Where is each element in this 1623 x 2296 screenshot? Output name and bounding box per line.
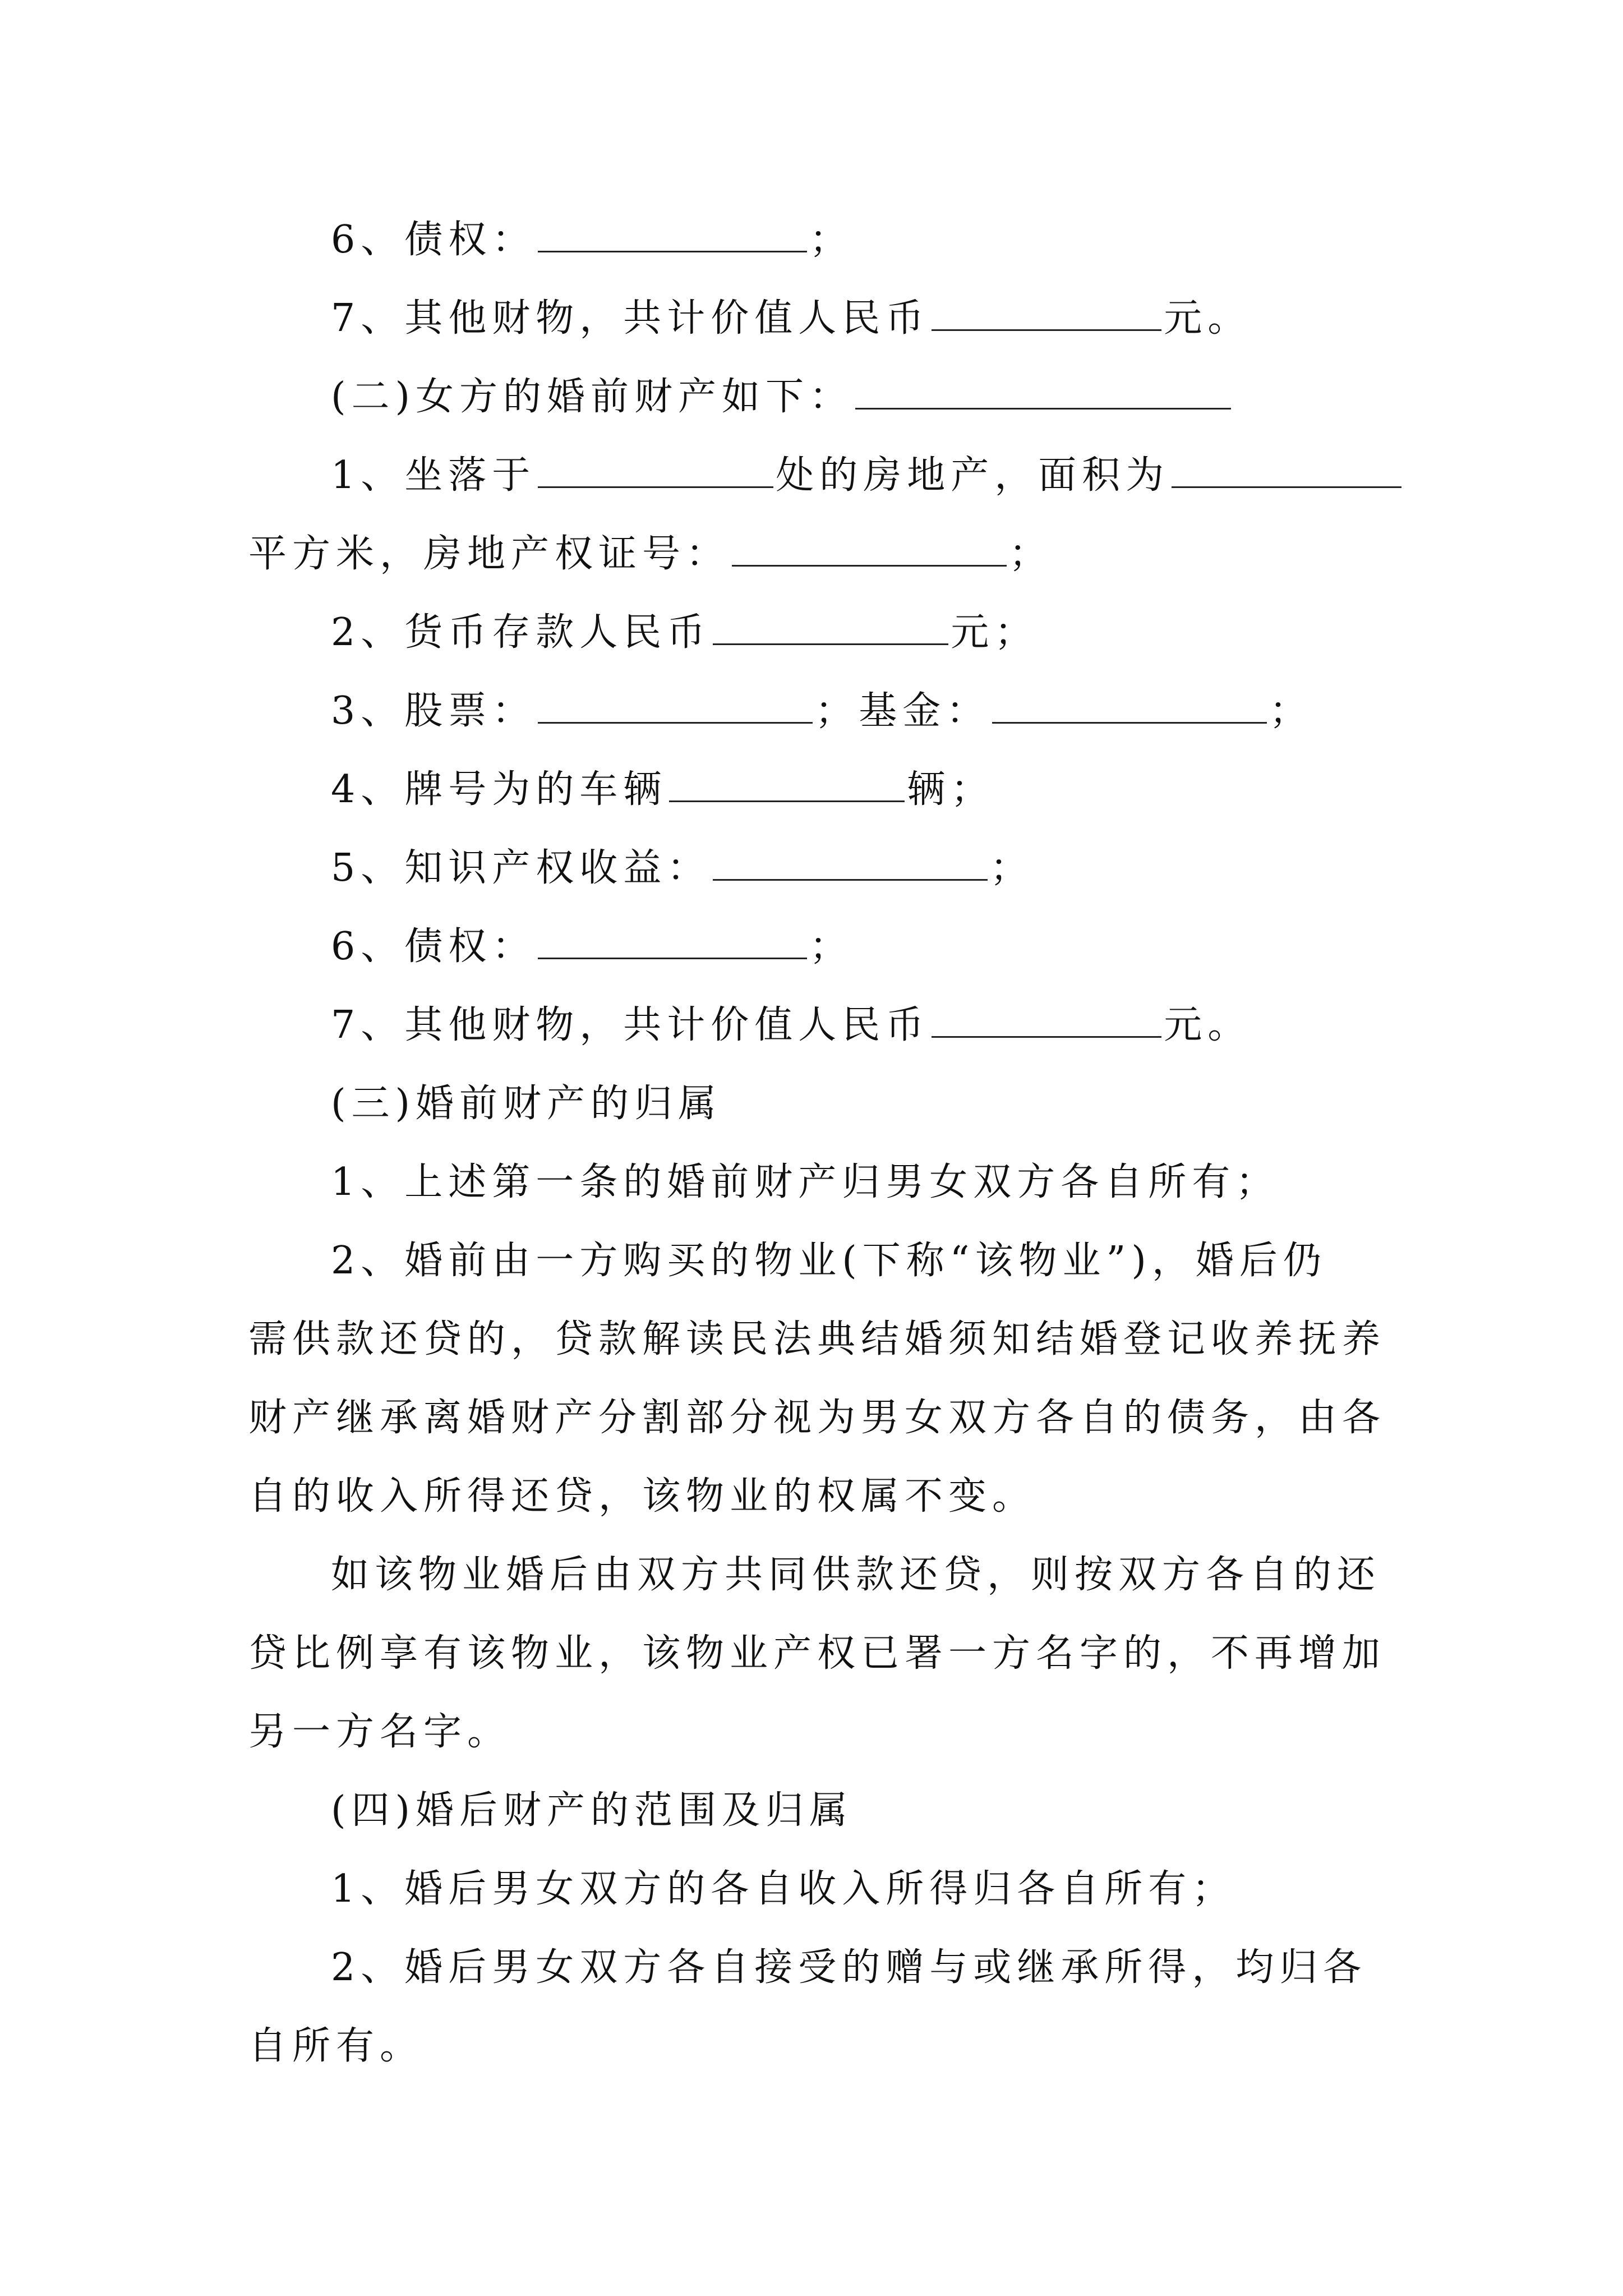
- fill-blank: [732, 531, 1007, 567]
- line-text: 自的收入所得还贷，该物业的权属不变。: [248, 1474, 1036, 1519]
- fill-blank: [669, 767, 905, 802]
- text-line: [331, 295, 1251, 343]
- text-line: [248, 1630, 1386, 1678]
- line-text: 7、其他财物，共计价值人民币: [331, 296, 930, 341]
- fill-blank: [932, 296, 1161, 331]
- line-text: ；: [809, 218, 854, 262]
- line-text: 元；: [951, 610, 1039, 655]
- fill-blank: [1172, 453, 1401, 488]
- text-line: [331, 1158, 1279, 1207]
- line-text: ；: [1269, 689, 1313, 733]
- line-text: 5、知识产权收益：: [331, 846, 711, 890]
- line-text: 需供款还贷的，贷款解读民法典结婚须知结婚登记收养抚养: [248, 1317, 1386, 1361]
- text-line: [248, 530, 1053, 578]
- line-text: 1、婚后男女双方的各自收入所得归各自所有；: [331, 1867, 1236, 1911]
- fill-blank: [932, 1002, 1161, 1038]
- text-line: [331, 1237, 1327, 1285]
- fill-blank: [538, 453, 773, 488]
- line-text: (二)女方的婚前财产如下：: [331, 375, 854, 419]
- line-text: ；: [990, 846, 1034, 890]
- line-text: 平方米，房地产权证号：: [248, 532, 730, 576]
- line-text: ；: [1009, 532, 1053, 576]
- line-text: 元。: [1164, 296, 1252, 341]
- line-text: 3、股票：: [331, 689, 536, 733]
- fill-blank: [538, 217, 807, 252]
- text-line: [248, 2022, 423, 2070]
- fill-blank: [855, 374, 1231, 409]
- text-line: [331, 1551, 1381, 1599]
- text-line: [331, 1865, 1235, 1913]
- text-line: [248, 1473, 1036, 1521]
- line-text: 如该物业婚后由双方共同供款还贷，则按双方各自的还: [331, 1553, 1381, 1597]
- line-text: (四)婚后财产的范围及归属: [331, 1788, 854, 1833]
- fill-blank: [538, 688, 813, 724]
- fill-blank: [538, 924, 807, 959]
- text-line: [331, 452, 1404, 500]
- section-heading: [331, 1787, 853, 1835]
- line-text: 另一方名字。: [248, 1710, 511, 1754]
- fill-blank: [713, 845, 988, 881]
- line-text: 7、其他财物，共计价值人民币: [331, 1003, 930, 1047]
- text-line: [331, 1944, 1367, 1992]
- text-line: [331, 216, 853, 264]
- line-text: 2、货币存款人民币: [331, 610, 711, 655]
- line-text: 1、上述第一条的婚前财产归男女双方各自所有；: [331, 1160, 1280, 1204]
- text-line: [331, 923, 853, 971]
- fill-blank: [713, 610, 948, 645]
- line-text: 贷比例享有该物业，该物业产权已署一方名字的，不再增加: [248, 1631, 1386, 1676]
- text-line: [248, 1315, 1386, 1364]
- line-text: 财产继承离婚财产分割部分视为男女双方各自的债务，由各: [248, 1396, 1386, 1440]
- text-line: [331, 844, 1034, 892]
- text-line: [331, 766, 994, 814]
- text-line: [248, 1394, 1386, 1442]
- line-text: ；: [809, 924, 854, 969]
- section-heading: [331, 373, 1233, 421]
- text-line: [331, 687, 1313, 735]
- line-text: 1、坐落于: [331, 453, 536, 498]
- line-text: 2、婚前由一方购买的物业(下称“该物业”)，婚后仍: [331, 1239, 1327, 1283]
- text-line: [331, 609, 1038, 657]
- text-line: [248, 1708, 511, 1756]
- line-text: 4、牌号为的车辆: [331, 767, 667, 812]
- text-line: [331, 1001, 1251, 1050]
- line-text: (三)婚前财产的归属: [331, 1082, 722, 1126]
- line-text: 6、债权：: [331, 218, 536, 262]
- line-text: 2、婚后男女双方各自接受的赠与或继承所得，均归各: [331, 1945, 1367, 1990]
- section-heading: [331, 1080, 722, 1128]
- line-text: 元。: [1164, 1003, 1252, 1047]
- line-text: 辆；: [907, 767, 995, 812]
- line-text: 6、债权：: [331, 924, 536, 969]
- line-text: 自所有。: [248, 2024, 424, 2068]
- line-text: ；基金：: [815, 689, 990, 733]
- fill-blank: [992, 688, 1267, 724]
- line-text: 处的房地产，面积为: [776, 453, 1170, 498]
